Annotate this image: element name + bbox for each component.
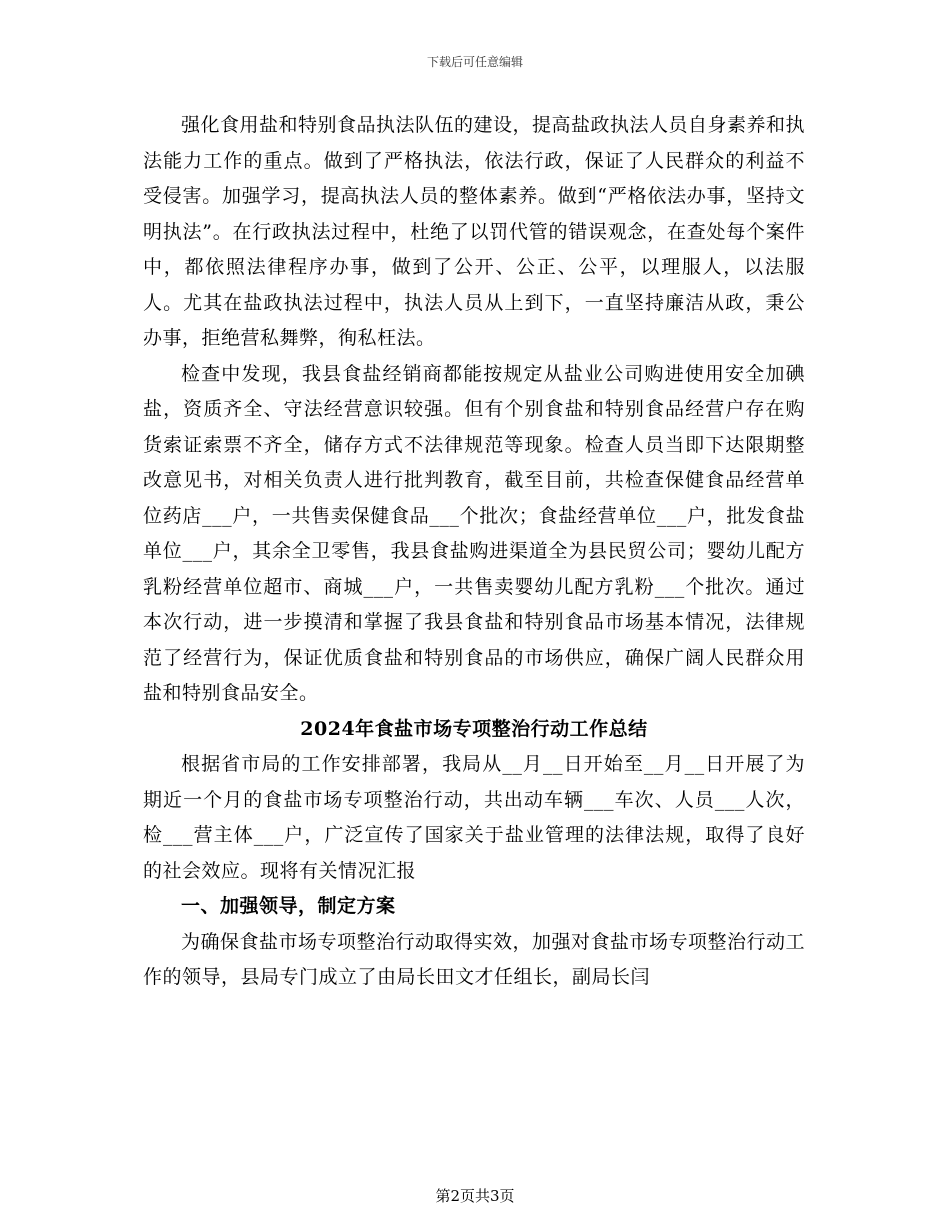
paragraph: 检查中发现，我县食盐经销商都能按规定从盐业公司购进使用安全加碘盐，资质齐全、守法经营意识较强。但有个别食盐和特别食品经营户存在购货索证索票不齐全，储存方式不法律规范等现象。检查人员当即下达限期整改意见书，对相关负责人进行批判教育，截至目前，共检查保健食品经营单位药店___户，一共售卖保健食品___个批次；食盐经营单位___户，批发食盐单位___户，其余全卫零售，我县食盐购进渠道全为县民贸公司；婴幼儿配方乳粉经营单位超市、商城___户，一共售卖婴幼儿配方乳粉___个批次。通过本次行动，进一步摸清和掌握了我县食盐和特别食品市场基本情况，法律规范了经营行为，保证优质食盐和特别食品的市场供应，确保广阔人民群众用盐和特别食品安全。 — [143, 362, 805, 704]
section-heading: 一、加强领导，制定方案 — [181, 895, 396, 917]
document-title: 2024年食盐市场专项整治行动工作总结 — [300, 717, 648, 740]
intro-paragraph: 根据省市局的工作安排部署，我局从__月__日开始至__月__日开展了为期近一个月的食盐市场专项整治行动，共出动车辆___车次、人员___人次，检___营主体___户，广泛宣传了国家关于盐业管理的法律法规，取得了良好的社会效应。现将有关情况汇报 — [143, 753, 805, 882]
page-header: 下载后可任意编辑 — [426, 55, 523, 69]
page-number: 第2页共3页 — [435, 1187, 515, 1205]
document-body — [143, 108, 805, 996]
paragraph: 强化食用盐和特别食品执法队伍的建设，提高盐政执法人员自身素养和执法能力工作的重点。做到了严格执法，依法行政，保证了人民群众的利益不受侵害。加强学习，提高执法人员的整体素养。做到“严格依法办事，坚持文明执法”。在行政执法过程中，杜绝了以罚代管的错误观念，在查处每个案件中，都依照法律程序办事，做到了公开、公正、公平，以理服人，以法服人。尤其在盐政执法过程中，执法人员从上到下，一直坚持廉洁从政，秉公办事，拒绝营私舞弊，徇私枉法。 — [143, 114, 806, 349]
section-paragraph: 为确保食盐市场专项整治行动取得实效，加强对食盐市场专项整治行动工作的领导，县局专门成立了由局长田文才任组长，副局长闫 — [143, 930, 806, 988]
